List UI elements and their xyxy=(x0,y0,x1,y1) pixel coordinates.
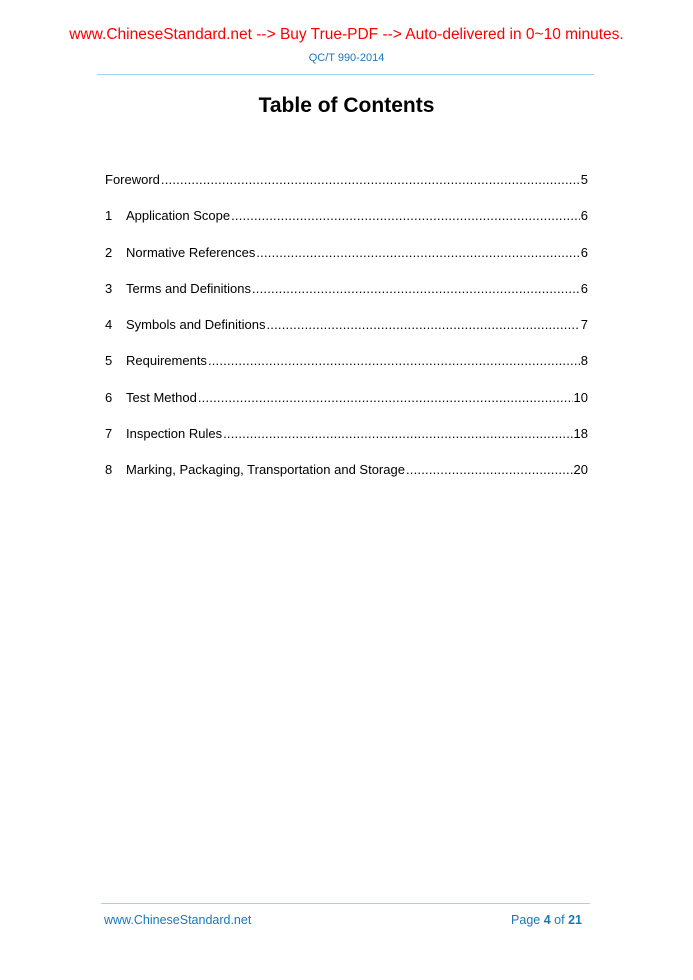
toc-entry-label: Test Method xyxy=(126,389,197,405)
toc-entry-symbols-and-definitions[interactable] xyxy=(105,317,588,353)
toc-entry-page: 5 xyxy=(580,172,588,187)
toc-dot-leader xyxy=(256,245,579,260)
toc-entry-label: Application Scope xyxy=(126,208,231,224)
toc-entry-label: Terms and Definitions xyxy=(126,280,251,296)
source-banner[interactable]: www.ChineseStandard.net --> Buy True-PDF --> Auto-delivered in 0~10 minutes. xyxy=(69,26,624,43)
toc-entry-number: 4 xyxy=(105,317,113,333)
toc-dot-leader xyxy=(198,390,573,405)
toc-entry-normative-references[interactable] xyxy=(105,245,588,281)
toc-entry-page: 20 xyxy=(573,462,588,478)
toc-entry-label: Requirements xyxy=(126,353,207,369)
toc-entry-label: Symbols and Definitions xyxy=(126,317,266,333)
toc-dot-leader xyxy=(266,317,579,332)
toc-entry-requirements[interactable] xyxy=(105,353,588,389)
toc-entry-page: 18 xyxy=(573,426,588,442)
toc-entry-number: 6 xyxy=(105,389,113,405)
toc-entry-number: 1 xyxy=(105,208,113,224)
standard-code: QC/T 990-2014 xyxy=(308,52,385,64)
toc-dot-leader xyxy=(406,462,573,477)
header-divider xyxy=(97,74,594,75)
page-title: Table of Contents xyxy=(258,94,435,117)
toc-entry-number: 2 xyxy=(105,244,113,260)
toc-entry-terms-and-definitions[interactable] xyxy=(105,281,588,317)
toc-entry-number: 7 xyxy=(105,426,113,442)
toc-dot-leader xyxy=(223,426,572,441)
table-of-contents xyxy=(105,172,588,499)
page-indicator-total: 21 xyxy=(568,913,582,927)
toc-dot-leader xyxy=(208,353,580,368)
page-indicator-prefix: Page xyxy=(511,913,541,927)
toc-entry-inspection-rules[interactable] xyxy=(105,426,588,462)
toc-dot-leader xyxy=(161,172,580,187)
toc-entry-number: 8 xyxy=(105,462,113,478)
toc-entry-foreword[interactable] xyxy=(105,172,588,208)
toc-entry-label: Marking, Packaging, Transportation and Storage xyxy=(126,462,405,478)
toc-dot-leader xyxy=(231,208,580,223)
toc-entry-page: 10 xyxy=(573,389,588,405)
toc-entry-page: 6 xyxy=(580,244,588,260)
toc-entry-label: Inspection Rules xyxy=(126,426,223,442)
toc-entry-label: Foreword xyxy=(105,172,160,187)
toc-entry-page: 6 xyxy=(580,208,588,224)
toc-entry-number: 5 xyxy=(105,353,113,369)
page-indicator-current: 4 xyxy=(543,913,551,927)
page-indicator-of: of xyxy=(554,913,565,927)
footer-divider xyxy=(101,903,590,904)
toc-entry-page: 8 xyxy=(580,353,588,369)
toc-entry-marking-packaging[interactable] xyxy=(105,462,588,498)
toc-entry-page: 7 xyxy=(580,317,588,333)
toc-dot-leader xyxy=(252,281,580,296)
footer-site-link[interactable]: www.ChineseStandard.net xyxy=(104,913,252,927)
page-indicator xyxy=(511,913,582,927)
toc-entry-application-scope[interactable] xyxy=(105,208,588,244)
toc-entry-number: 3 xyxy=(105,280,113,296)
toc-entry-page: 6 xyxy=(580,280,588,296)
toc-entry-test-method[interactable] xyxy=(105,390,588,426)
toc-entry-label: Normative References xyxy=(126,244,256,260)
